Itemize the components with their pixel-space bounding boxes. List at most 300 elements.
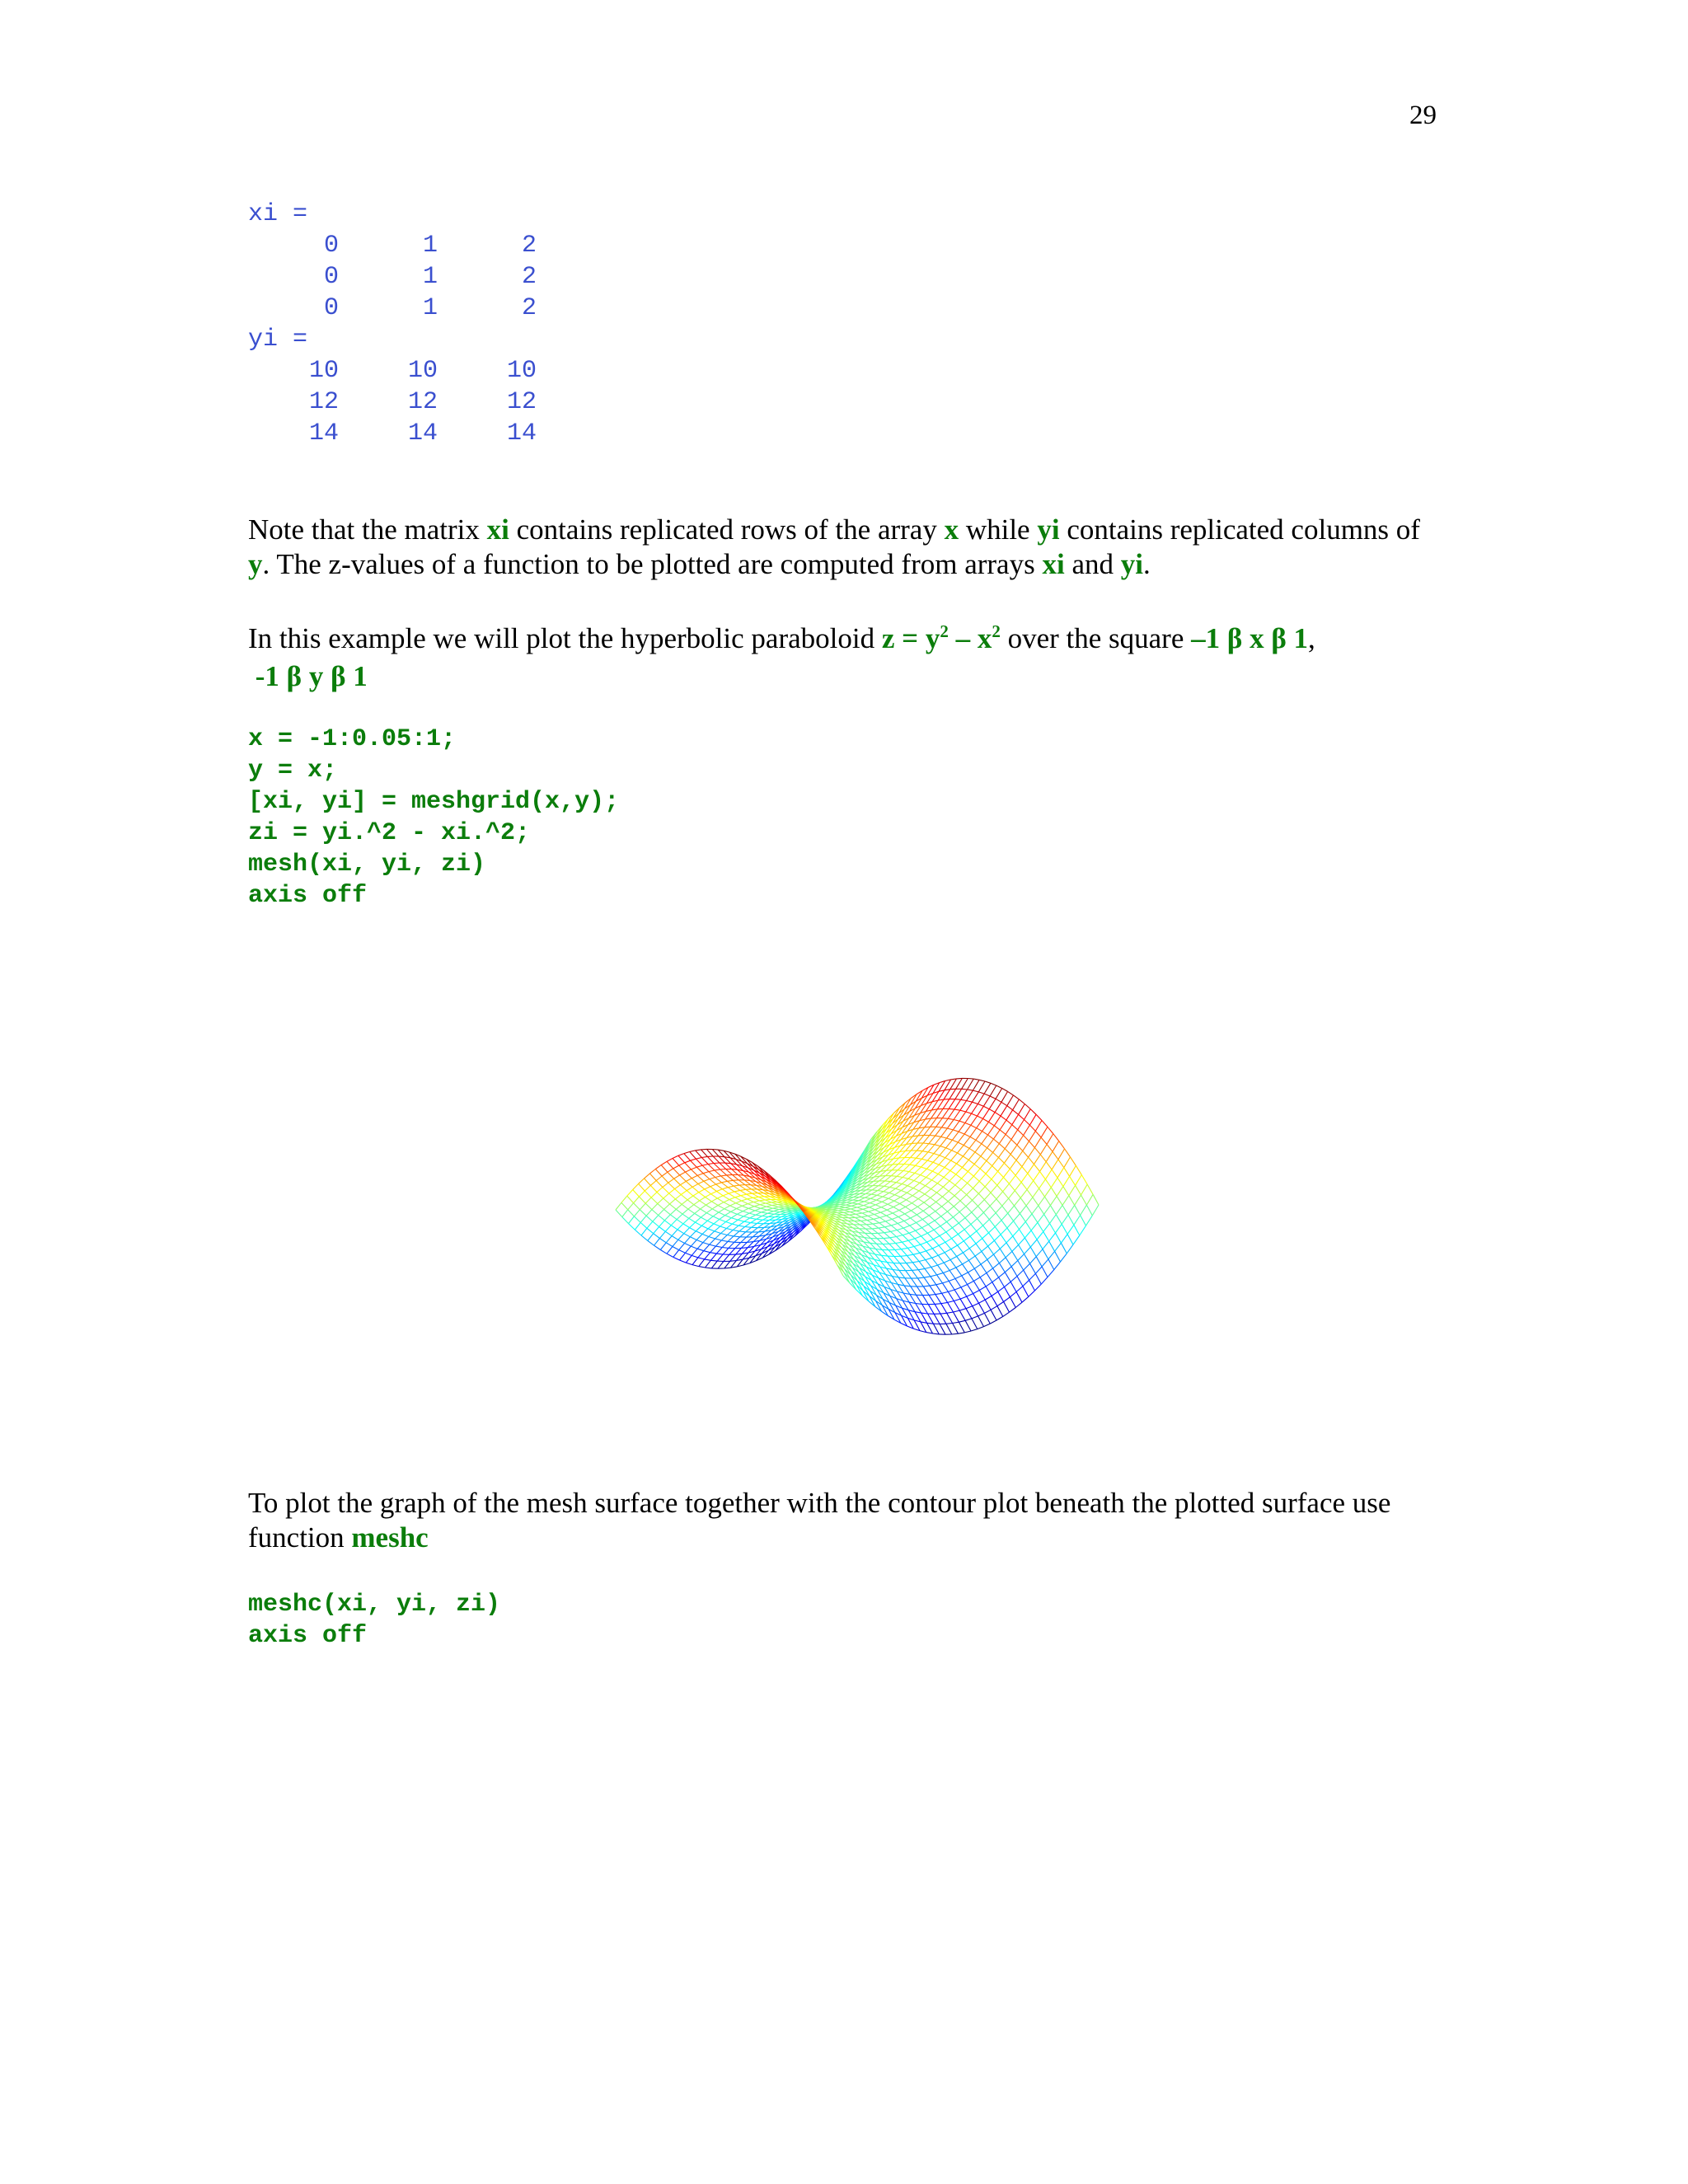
mesh-line <box>923 1136 930 1144</box>
mesh-line <box>679 1165 686 1172</box>
mesh-line <box>699 1189 705 1193</box>
mesh-line <box>1029 1157 1034 1164</box>
mesh-line <box>684 1152 690 1154</box>
mesh-line <box>936 1197 943 1202</box>
mesh-line <box>960 1101 967 1111</box>
mesh-line <box>959 1123 965 1132</box>
mesh-line <box>755 1211 762 1212</box>
mesh-line <box>978 1187 985 1193</box>
mesh-line <box>896 1178 903 1183</box>
mesh-line <box>969 1249 975 1256</box>
mesh-line <box>943 1281 950 1283</box>
mesh-line <box>685 1163 692 1169</box>
mesh-line <box>905 1151 912 1158</box>
mesh-line <box>627 1190 633 1197</box>
mesh-line <box>877 1239 883 1244</box>
mesh-line <box>851 1204 858 1207</box>
mesh-line <box>989 1109 995 1113</box>
mesh-line <box>733 1180 739 1185</box>
mesh-line <box>913 1254 919 1261</box>
mesh-line <box>949 1185 955 1191</box>
mesh-line <box>961 1190 967 1195</box>
mesh-line <box>1064 1168 1070 1177</box>
mesh-line <box>1053 1151 1058 1160</box>
matrix-cell: 2 <box>521 263 537 291</box>
mesh-line <box>717 1198 724 1202</box>
mesh-line <box>667 1161 673 1169</box>
mesh-line <box>883 1197 889 1198</box>
mesh-line <box>1062 1196 1069 1206</box>
mesh-line <box>1025 1214 1032 1222</box>
mesh-line <box>1057 1187 1063 1197</box>
mesh-line <box>981 1264 987 1273</box>
mesh-line <box>863 1209 869 1212</box>
mesh-line <box>1046 1151 1053 1161</box>
mesh-line <box>945 1158 951 1160</box>
mesh-line <box>1073 1235 1080 1244</box>
mesh-line <box>952 1151 958 1153</box>
mesh-line <box>675 1199 682 1204</box>
mesh-line <box>1027 1189 1033 1197</box>
mesh-line <box>747 1232 753 1237</box>
mesh-line <box>996 1089 1002 1099</box>
mesh-line <box>1075 1195 1081 1205</box>
mesh-line <box>903 1171 909 1172</box>
mesh-line <box>998 1287 1005 1292</box>
mesh-line <box>932 1171 938 1174</box>
mesh-line <box>940 1138 947 1146</box>
mesh-line <box>965 1212 972 1218</box>
mesh-line <box>703 1237 709 1243</box>
mesh-line <box>752 1224 757 1228</box>
mesh-line <box>980 1277 986 1286</box>
mesh-line <box>663 1188 669 1194</box>
mesh-line <box>872 1190 878 1191</box>
mesh-line <box>897 1235 903 1237</box>
mesh-line <box>961 1099 967 1100</box>
mesh-line <box>766 1203 772 1206</box>
mesh-line <box>984 1193 991 1200</box>
mesh-line <box>927 1230 934 1233</box>
mesh-line <box>907 1247 914 1249</box>
mesh-line <box>692 1179 698 1184</box>
mesh-line <box>943 1181 950 1187</box>
mesh-line <box>1012 1245 1019 1252</box>
mesh-line <box>934 1146 940 1154</box>
mesh-line <box>1024 1136 1029 1141</box>
mesh-line <box>974 1156 981 1165</box>
mesh-line <box>710 1253 717 1254</box>
mesh-line <box>858 1277 864 1286</box>
mesh-line <box>939 1242 945 1245</box>
mesh-line <box>966 1306 973 1309</box>
mesh-line <box>1035 1267 1042 1274</box>
mesh-line <box>659 1216 665 1221</box>
mesh-line <box>689 1213 695 1218</box>
mesh-line <box>883 1244 889 1250</box>
mesh-line <box>947 1312 954 1313</box>
matrix-output <box>248 199 537 449</box>
mesh-line <box>940 1146 946 1148</box>
mesh-line <box>706 1209 712 1213</box>
mesh-line <box>884 1238 890 1239</box>
mesh-line <box>881 1207 887 1210</box>
mesh-line <box>934 1226 940 1230</box>
mesh-line <box>738 1220 744 1221</box>
mesh-line <box>721 1175 727 1176</box>
mesh-line <box>633 1183 639 1189</box>
mesh-line <box>744 1221 751 1222</box>
mesh-line <box>701 1149 707 1150</box>
y-range: -1 β y β 1 <box>255 660 368 692</box>
mesh-line <box>703 1172 709 1174</box>
mesh-line <box>982 1144 987 1148</box>
mesh-line <box>701 1150 708 1157</box>
mesh-line <box>943 1099 950 1109</box>
mesh-line <box>926 1251 932 1258</box>
mesh-line <box>685 1244 692 1247</box>
mesh-line <box>906 1207 912 1211</box>
mesh-line <box>668 1179 674 1183</box>
mesh-line <box>691 1160 697 1167</box>
mesh-line <box>948 1202 954 1207</box>
mesh-line <box>951 1249 957 1257</box>
mesh-line <box>652 1210 659 1216</box>
mesh-line <box>988 1246 994 1254</box>
mesh-line <box>1019 1099 1025 1104</box>
mesh-line <box>949 1191 954 1196</box>
mesh-line <box>1002 1206 1008 1213</box>
mesh-line <box>926 1186 931 1189</box>
mesh-line <box>737 1209 743 1212</box>
mesh-line <box>962 1079 968 1090</box>
mesh-line <box>1006 1110 1013 1120</box>
mesh-line <box>712 1150 718 1151</box>
mesh-line <box>753 1193 758 1194</box>
mesh-line <box>1045 1179 1051 1188</box>
mesh-line <box>738 1216 743 1220</box>
xi-row <box>248 261 537 293</box>
mesh-line <box>760 1203 766 1205</box>
mesh-line <box>945 1242 951 1249</box>
mesh-line <box>971 1225 977 1231</box>
mesh-line <box>976 1132 982 1141</box>
mesh-line <box>1007 1221 1014 1229</box>
mesh-line <box>1001 1213 1008 1221</box>
mesh-line <box>1030 1257 1037 1264</box>
mesh-line <box>763 1170 769 1175</box>
mesh-line <box>1067 1235 1073 1245</box>
mesh-line <box>692 1265 699 1267</box>
mesh-line <box>852 1201 859 1203</box>
mesh-line <box>996 1206 1002 1213</box>
mesh-line <box>1008 1213 1014 1221</box>
mesh-line <box>639 1179 645 1184</box>
mesh-line <box>978 1212 984 1218</box>
mesh-line <box>968 1152 975 1160</box>
mesh-line <box>937 1275 943 1283</box>
mesh-line <box>990 1206 996 1212</box>
mesh-line <box>1016 1292 1022 1303</box>
mesh-line <box>885 1170 892 1176</box>
mesh-line <box>950 1079 957 1090</box>
mesh-line <box>914 1175 921 1181</box>
mesh-grid <box>616 1078 1099 1334</box>
mesh-line <box>903 1233 909 1235</box>
mesh-line <box>943 1271 950 1273</box>
mesh-line <box>927 1323 933 1333</box>
mesh-line <box>931 1265 938 1267</box>
mesh-line <box>859 1197 865 1201</box>
mesh-line <box>955 1099 961 1100</box>
mesh-line <box>1000 1120 1006 1130</box>
mesh-line <box>696 1151 702 1158</box>
mesh-line <box>917 1278 923 1286</box>
mesh-line <box>942 1207 948 1212</box>
mesh-line <box>992 1291 998 1296</box>
mesh-line <box>718 1206 724 1209</box>
mesh-line <box>964 1230 970 1236</box>
mesh-line <box>747 1197 753 1199</box>
mesh-line <box>1005 1267 1011 1272</box>
mesh-line <box>992 1282 998 1292</box>
mesh-line <box>1000 1249 1006 1258</box>
mesh-line <box>672 1236 678 1240</box>
mesh-line <box>698 1258 705 1259</box>
mesh-line <box>1013 1230 1020 1236</box>
mesh-line <box>917 1215 922 1220</box>
mesh-line <box>694 1201 700 1205</box>
mesh-line <box>702 1234 709 1236</box>
mesh-surface-figure <box>602 1034 1113 1380</box>
mesh-line <box>1050 1206 1056 1215</box>
mesh-line <box>728 1186 734 1188</box>
mesh-line <box>651 1193 657 1198</box>
mesh-line <box>616 1210 622 1217</box>
mesh-line <box>1001 1228 1007 1235</box>
mesh-line <box>680 1181 686 1184</box>
mesh-line <box>999 1277 1005 1287</box>
mesh-line <box>932 1245 939 1249</box>
mesh-line <box>936 1285 942 1294</box>
mesh-line <box>1019 1104 1025 1115</box>
mesh-line <box>1047 1145 1053 1152</box>
mesh-line <box>964 1241 969 1249</box>
mesh-line <box>975 1152 981 1156</box>
mesh-line <box>721 1229 727 1234</box>
mesh-line <box>670 1215 677 1220</box>
mesh-line <box>998 1291 1004 1301</box>
mesh-line <box>946 1148 952 1151</box>
mesh-line <box>647 1221 653 1228</box>
mesh-line <box>918 1270 924 1277</box>
mesh-line <box>661 1161 667 1165</box>
mesh-line <box>1049 1241 1055 1251</box>
mesh-line <box>718 1202 724 1206</box>
mesh-line <box>698 1184 705 1189</box>
mesh-line <box>973 1169 980 1176</box>
mesh-line <box>960 1299 966 1309</box>
mesh-line <box>767 1212 773 1214</box>
mesh-line <box>710 1179 716 1184</box>
mesh-line <box>710 1187 717 1192</box>
mesh-line <box>1065 1149 1071 1157</box>
mesh-line <box>1032 1214 1038 1223</box>
mesh-line <box>690 1231 696 1237</box>
mesh-line <box>905 1211 912 1214</box>
mesh-line <box>942 1118 948 1119</box>
mesh-line <box>917 1211 923 1215</box>
mesh-line <box>877 1195 883 1197</box>
mesh-line <box>962 1089 968 1090</box>
mesh-line <box>949 1099 955 1109</box>
mesh-line <box>678 1240 685 1243</box>
mesh-line <box>991 1083 996 1085</box>
mesh-line <box>721 1235 727 1241</box>
mesh-line <box>728 1236 734 1242</box>
mesh-line <box>1017 1270 1024 1276</box>
mesh-line <box>938 1263 945 1265</box>
mesh-line <box>870 1207 875 1210</box>
mesh-line <box>961 1090 968 1099</box>
mesh-line <box>1043 1223 1050 1231</box>
mesh-line <box>978 1106 984 1116</box>
mesh-line <box>857 1207 863 1209</box>
mesh-line <box>949 1279 955 1282</box>
mesh-line <box>641 1228 647 1235</box>
mesh-line <box>916 1230 921 1236</box>
mesh-line <box>848 1252 854 1259</box>
mesh-line <box>922 1216 929 1220</box>
mesh-line <box>985 1187 991 1193</box>
mesh-line <box>757 1220 762 1223</box>
mesh-line <box>673 1169 680 1175</box>
mesh-line <box>734 1186 740 1190</box>
mesh-line <box>927 1154 934 1161</box>
mesh-line <box>1070 1165 1076 1176</box>
mesh-line <box>679 1244 685 1250</box>
mesh-line <box>757 1216 762 1220</box>
mesh-line <box>1048 1259 1054 1270</box>
mesh-line <box>698 1251 704 1258</box>
mesh-line <box>751 1223 757 1224</box>
mesh-line <box>922 1144 929 1151</box>
mesh-line <box>715 1231 721 1234</box>
mesh-line <box>968 1079 974 1090</box>
mesh-line <box>916 1304 921 1314</box>
mesh-line <box>921 1175 926 1178</box>
mesh-line <box>715 1234 721 1240</box>
mesh-line <box>737 1206 743 1208</box>
mesh-line <box>973 1090 978 1092</box>
mesh-line <box>676 1209 682 1214</box>
mesh-line <box>928 1225 934 1230</box>
mesh-line <box>1049 1233 1056 1241</box>
mesh-line <box>735 1197 742 1201</box>
mesh-line <box>980 1169 986 1174</box>
mesh-line <box>929 1295 935 1304</box>
mesh-line <box>709 1170 715 1172</box>
mesh-line <box>715 1246 722 1247</box>
mesh-line <box>1015 1183 1021 1191</box>
mesh-line <box>870 1195 877 1198</box>
xi-row <box>248 293 537 324</box>
mesh-line <box>663 1193 669 1198</box>
mesh-line <box>705 1259 711 1260</box>
mesh-line <box>871 1191 878 1195</box>
mesh-line <box>993 1268 999 1277</box>
matrix-cell: 0 <box>323 232 339 260</box>
mesh-line <box>914 1244 921 1246</box>
mesh-line <box>665 1226 671 1232</box>
mesh-line <box>909 1233 915 1239</box>
mesh-line <box>657 1193 663 1199</box>
mesh-line <box>956 1078 963 1089</box>
mesh-line <box>673 1257 680 1260</box>
mesh-line <box>975 1144 982 1152</box>
mesh-line <box>755 1208 761 1211</box>
mesh-line <box>762 1210 767 1212</box>
mesh-line <box>931 1277 936 1285</box>
mesh-line <box>673 1247 679 1250</box>
mesh-line <box>941 1212 948 1216</box>
mesh-line <box>705 1253 710 1259</box>
mesh-line <box>725 1212 731 1215</box>
mesh-line <box>683 1218 689 1224</box>
mesh-line <box>944 1090 950 1099</box>
mesh-line <box>956 1168 963 1174</box>
mesh-line <box>731 1212 738 1214</box>
mesh-line <box>985 1081 991 1083</box>
mesh-line <box>1029 1114 1036 1125</box>
mesh-line <box>1086 1194 1093 1205</box>
mesh-line <box>687 1196 693 1200</box>
mesh-line <box>957 1257 963 1264</box>
mesh-line <box>648 1240 654 1245</box>
mesh-line <box>722 1248 729 1249</box>
mesh-line <box>984 1200 990 1207</box>
mesh-line <box>990 1085 996 1096</box>
mesh-line <box>922 1151 928 1152</box>
mesh-line <box>696 1231 702 1235</box>
mesh-line <box>1020 1221 1026 1229</box>
mesh-line <box>1040 1162 1047 1172</box>
mesh-line <box>991 1306 997 1310</box>
mesh-line <box>743 1216 750 1218</box>
mesh-line <box>935 1216 941 1221</box>
mesh-line <box>649 1169 655 1174</box>
mesh-line <box>997 1302 1004 1306</box>
yi-row <box>248 387 537 418</box>
paragraph-meshc-intro <box>248 1486 1435 1555</box>
mesh-line <box>1012 1125 1018 1130</box>
mesh-line <box>753 1197 759 1201</box>
mesh-line <box>952 1140 958 1142</box>
mesh-line <box>950 1171 956 1174</box>
mesh-line <box>715 1169 720 1170</box>
mesh-line <box>954 1110 960 1119</box>
mesh-line <box>734 1190 740 1192</box>
mesh-line <box>702 1165 709 1172</box>
mesh-line <box>959 1121 965 1122</box>
mesh-line <box>756 1215 762 1216</box>
mesh-line <box>974 1268 980 1277</box>
mesh-line <box>973 1188 979 1194</box>
mesh-line <box>951 1153 958 1160</box>
mesh-line <box>1017 1145 1023 1151</box>
mesh-line <box>706 1202 712 1205</box>
text-run: while <box>959 513 1038 546</box>
